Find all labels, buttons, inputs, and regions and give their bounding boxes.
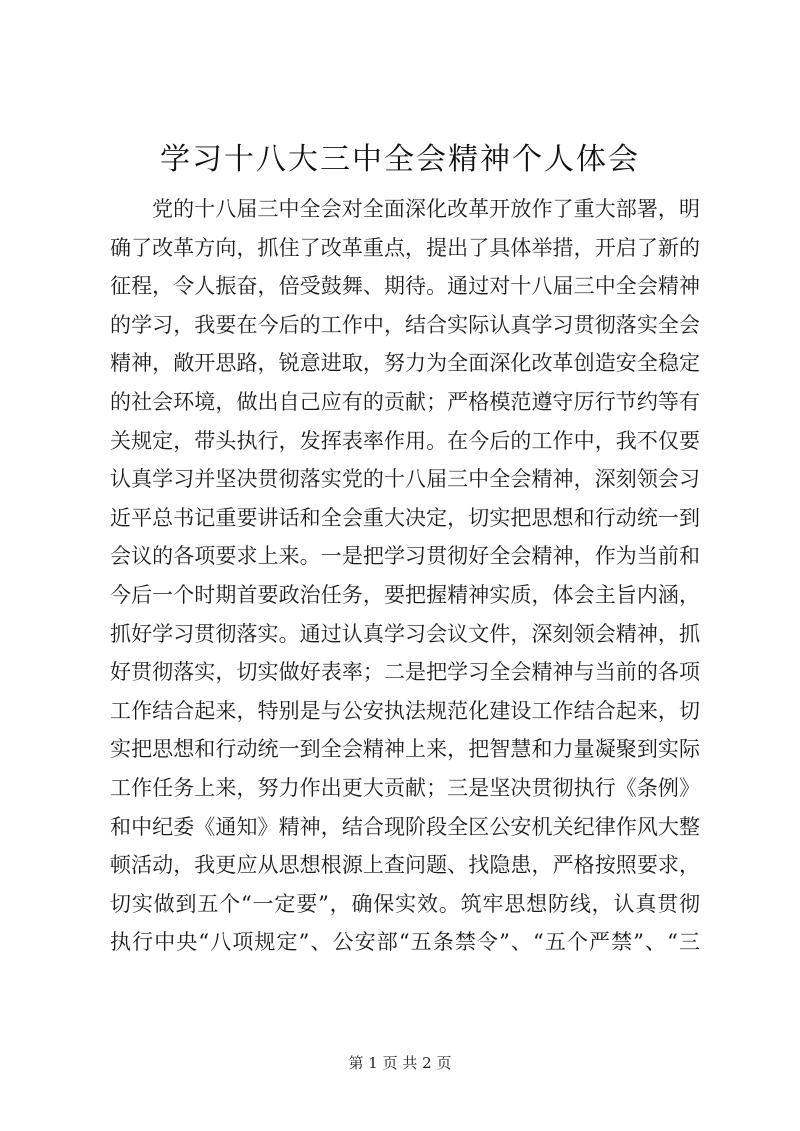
- body-line: 顿活动，我更应从思想根源上查问题、找隐患，严格按照要求，: [110, 853, 700, 878]
- body-line: 和中纪委《通知》精神，结合现阶段全区公安机关纪律作风大整: [110, 814, 700, 839]
- document-title: 学习十八大三中全会精神个人体会: [160, 142, 640, 177]
- body-line: 工作任务上来，努力作出更大贡献；三是坚决贯彻执行《条例》: [110, 775, 700, 800]
- body-line: 近平总书记重要讲话和全会重大决定，切实把思想和行动统一到: [110, 505, 700, 530]
- body-line: 的社会环境，做出自己应有的贡献；严格模范遵守厉行节约等有: [110, 389, 700, 414]
- body-line: 好贯彻落实，切实做好表率；二是把学习全会精神与当前的各项: [110, 660, 700, 685]
- body-line: 确了改革方向，抓住了改革重点，提出了具体举措，开启了新的: [110, 235, 700, 260]
- document-body: [110, 190, 700, 962]
- body-line: 征程，令人振奋，倍受鼓舞、期待。通过对十八届三中全会精神: [110, 274, 700, 299]
- body-line: 工作结合起来，特别是与公安执法规范化建设工作结合起来，切: [110, 698, 700, 723]
- body-line: 切实做到五个“一定要”，确保实效。筑牢思想防线，认真贯彻: [110, 891, 700, 916]
- body-line: 今后一个时期首要政治任务，要把握精神实质，体会主旨内涵，: [110, 582, 700, 607]
- body-line: 会议的各项要求上来。一是把学习贯彻好全会精神，作为当前和: [110, 544, 700, 569]
- body-line: 关规定，带头执行，发挥表率作用。在今后的工作中，我不仅要: [110, 428, 700, 453]
- body-line: 实把思想和行动统一到全会精神上来，把智慧和力量凝聚到实际: [110, 737, 700, 762]
- body-line: 执行中央“八项规定”、公安部“五条禁令”、“五个严禁”、“三: [110, 930, 700, 955]
- body-line: 党的十八届三中全会对全面深化改革开放作了重大部署，明: [152, 197, 700, 221]
- page-footer: 第 1 页 共 2 页: [348, 1054, 452, 1072]
- body-line: 精神，敞开思路，锐意进取，努力为全面深化改革创造安全稳定: [110, 351, 700, 376]
- body-line: 的学习，我要在今后的工作中，结合实际认真学习贯彻落实全会: [110, 312, 700, 337]
- body-line: 认真学习并坚决贯彻落实党的十八届三中全会精神，深刻领会习: [110, 467, 700, 492]
- body-line: 抓好学习贯彻落实。通过认真学习会议文件，深刻领会精神，抓: [110, 621, 700, 646]
